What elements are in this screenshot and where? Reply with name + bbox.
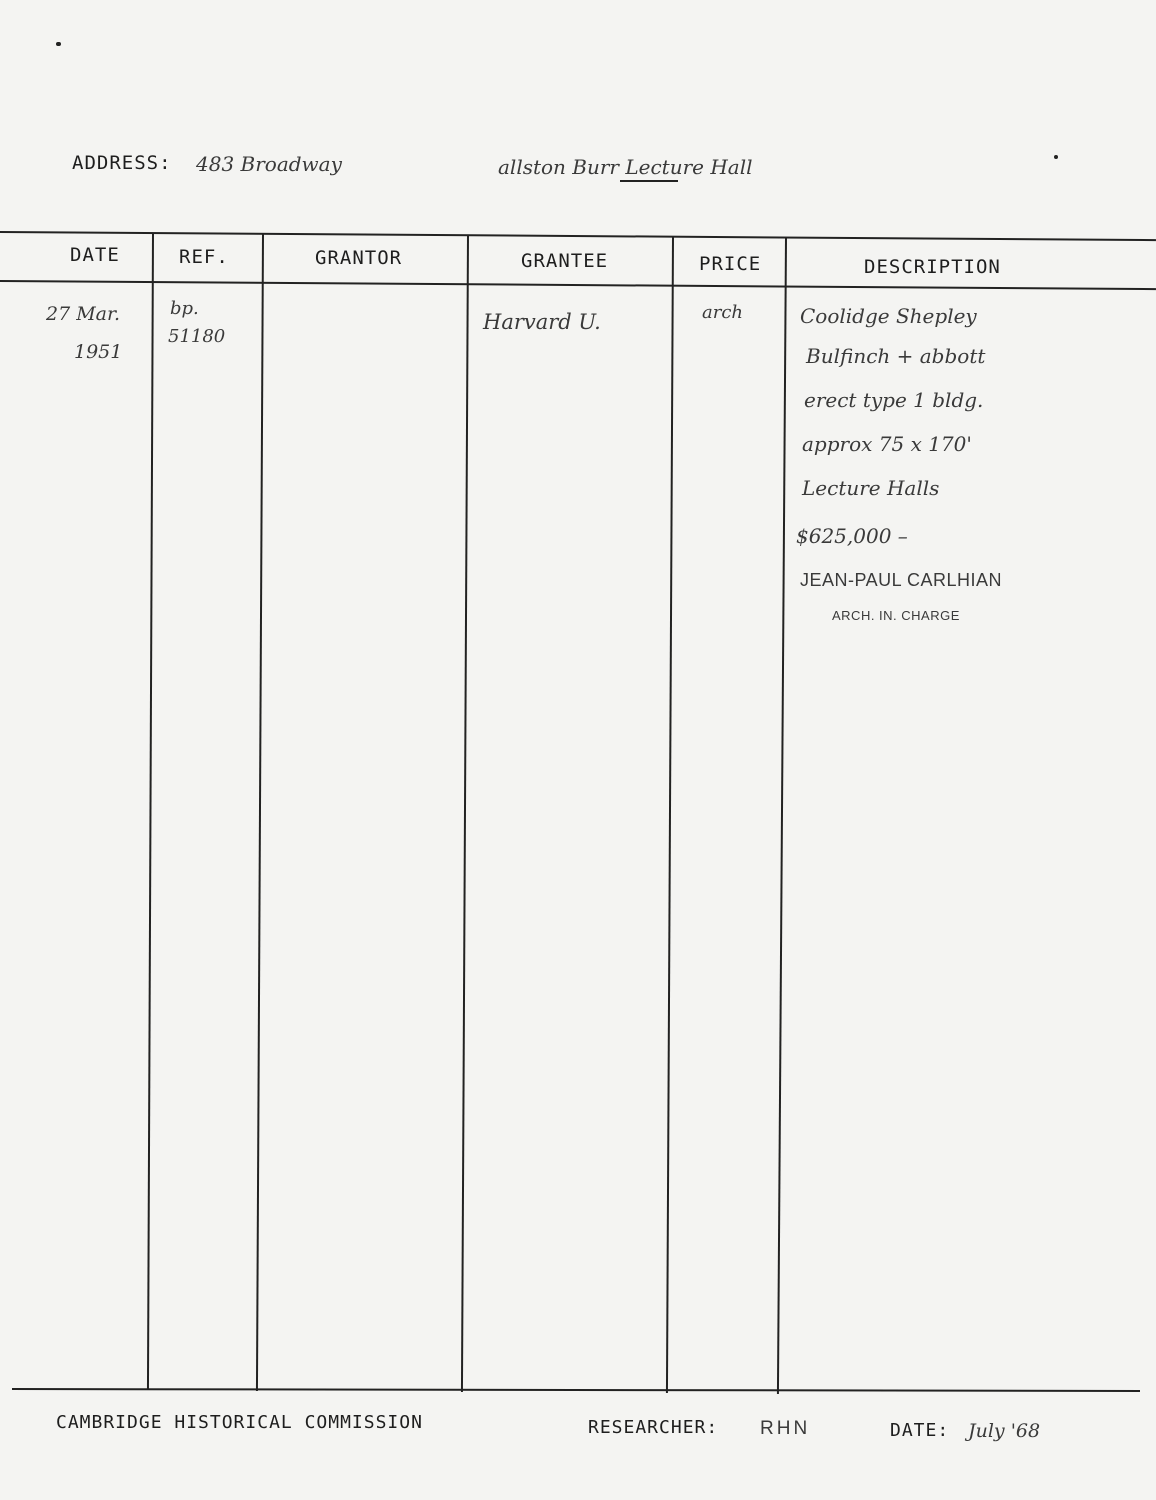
column-divider bbox=[777, 238, 787, 1394]
column-header-date: DATE bbox=[70, 244, 120, 266]
building-name: allston Burr Lecture Hall bbox=[498, 155, 753, 179]
column-divider bbox=[666, 237, 674, 1393]
column-header-ref: REF. bbox=[179, 246, 229, 268]
entry-ref-number: 51180 bbox=[168, 326, 226, 347]
description-line: $625,000 – bbox=[796, 524, 908, 548]
description-line: ARCH. IN. CHARGE bbox=[832, 608, 960, 623]
description-line: approx 75 x 170' bbox=[802, 432, 972, 456]
date-label: DATE: bbox=[890, 1420, 950, 1441]
column-header-grantee: GRANTEE bbox=[521, 250, 609, 272]
description-line: erect type 1 bldg. bbox=[804, 388, 984, 412]
table-bottom-rule bbox=[12, 1388, 1140, 1392]
researcher-value: RHN bbox=[760, 1418, 811, 1439]
building-underline bbox=[620, 180, 678, 182]
column-header-grantor: GRANTOR bbox=[315, 247, 403, 269]
column-divider bbox=[147, 233, 154, 1390]
organization-name: CAMBRIDGE HISTORICAL COMMISSION bbox=[56, 1412, 423, 1433]
description-line: Bulfinch + abbott bbox=[806, 344, 986, 368]
column-header-price: PRICE bbox=[699, 253, 762, 275]
ink-mark bbox=[56, 42, 61, 46]
description-line: Coolidge Shepley bbox=[800, 304, 977, 328]
column-header-description: DESCRIPTION bbox=[864, 256, 1001, 278]
description-line: JEAN-PAUL CARLHIAN bbox=[800, 570, 1003, 590]
ink-mark bbox=[1054, 155, 1058, 159]
table-top-rule bbox=[0, 231, 1156, 241]
address-label: ADDRESS: bbox=[72, 152, 172, 174]
entry-ref: bp. bbox=[170, 298, 199, 319]
entry-date: 27 Mar. bbox=[46, 303, 121, 325]
address-value: 483 Broadway bbox=[196, 152, 342, 176]
column-divider bbox=[461, 235, 469, 1392]
entry-date-year: 1951 bbox=[74, 341, 123, 363]
header-bottom-rule bbox=[0, 280, 1156, 290]
entry-grantee: Harvard U. bbox=[483, 310, 601, 334]
researcher-label: RESEARCHER: bbox=[588, 1417, 719, 1438]
entry-price: arch bbox=[702, 302, 744, 323]
date-value: July '68 bbox=[968, 1420, 1041, 1442]
column-divider bbox=[256, 234, 264, 1391]
description-line: Lecture Halls bbox=[802, 476, 940, 500]
